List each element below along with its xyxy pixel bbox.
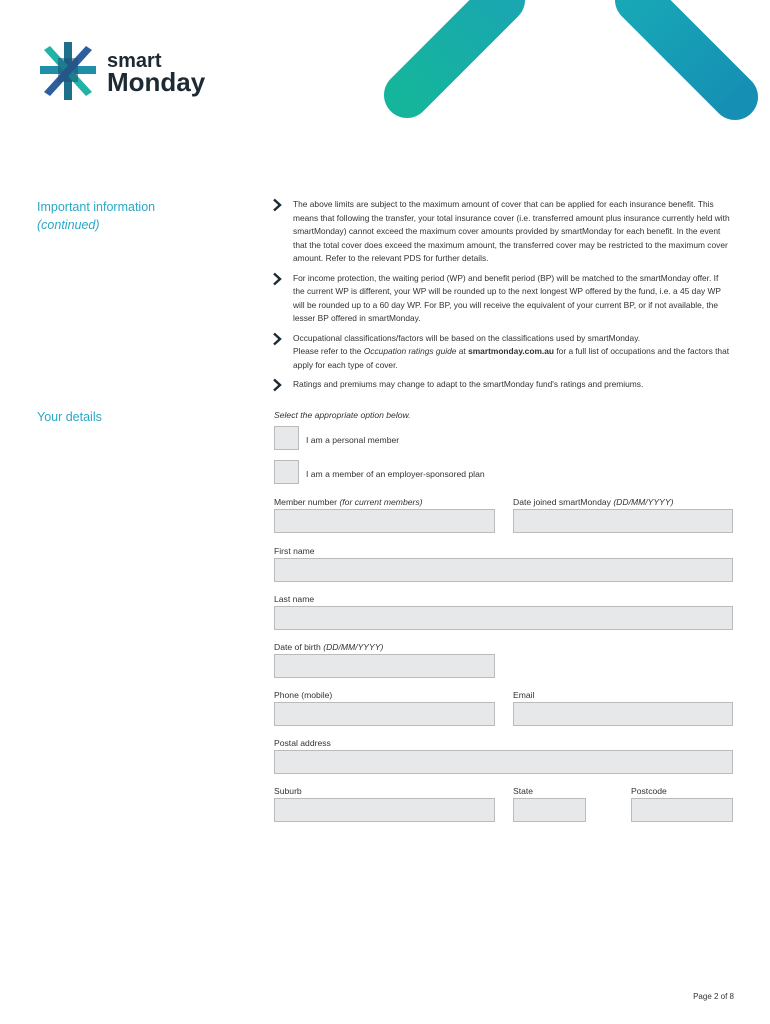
dob-hint: (DD/MM/YYYY)	[323, 642, 384, 652]
postal-address-label: Postal address	[274, 738, 331, 748]
chevron-right-icon	[272, 378, 282, 392]
phone-label: Phone (mobile)	[274, 690, 333, 700]
last-name-field[interactable]	[274, 606, 733, 630]
member-number-label	[274, 497, 423, 507]
website-link[interactable]: smartmonday.com.au	[468, 346, 555, 356]
bullet-item	[272, 378, 732, 392]
bullet-item	[272, 332, 732, 373]
bullet-item	[272, 198, 732, 266]
star-logo-icon	[36, 40, 100, 102]
bullet-text: Occupational classifications/factors will be based on the classifications used by smartMonday.	[293, 332, 641, 343]
bullet-text: at	[456, 346, 469, 356]
state-field[interactable]	[513, 798, 586, 822]
chevron-right-icon	[272, 198, 282, 212]
occupation-guide-ref: Occupation ratings guide	[363, 346, 457, 356]
state-label: State	[513, 786, 534, 796]
member-number-hint: (for current members)	[339, 497, 423, 507]
member-number-field[interactable]	[274, 509, 495, 533]
postcode-field[interactable]	[631, 798, 733, 822]
instruction-text: Select the appropriate option below.	[274, 410, 411, 420]
important-information-heading	[37, 198, 155, 234]
suburb-field[interactable]	[274, 798, 495, 822]
last-name-label: Last name	[274, 594, 315, 604]
member-number-text: Member number	[274, 497, 340, 507]
first-name-label: First name	[274, 546, 315, 556]
suburb-label: Suburb	[274, 786, 302, 796]
personal-member-checkbox[interactable]	[274, 426, 299, 450]
date-joined-label	[513, 497, 673, 507]
postal-address-field[interactable]	[274, 750, 733, 774]
brand-line1: smart	[107, 50, 162, 72]
important-bullets	[272, 198, 732, 398]
dob-label	[274, 642, 383, 652]
employer-member-checkbox[interactable]	[274, 460, 299, 484]
bullet-text: The above limits are subject to the maximum amount of cover that can be applied for each insurance benefit. This means that following the transfer, your total insurance cover (i.e. transferred amount plus insurance currently held with smartMonday) cannot exceed the maximum cover amounts provided by smartMonday for each benefit. In the event that the total cover does exceed the maximum amount, the transferred cover may be restricted to the maximum cover amount. Refer to the relevant PDS for further details.	[293, 199, 730, 263]
email-field[interactable]	[513, 702, 733, 726]
important-label: Important information	[37, 200, 156, 214]
decorative-chevron	[380, 0, 770, 130]
chevron-right-icon	[272, 272, 282, 286]
smartmonday-logo	[36, 40, 216, 102]
postcode-label: Postcode	[631, 786, 667, 796]
date-joined-hint: (DD/MM/YYYY)	[613, 497, 674, 507]
phone-field[interactable]	[274, 702, 495, 726]
first-name-field[interactable]	[274, 558, 733, 582]
chevron-right-icon	[272, 332, 282, 346]
date-joined-field[interactable]	[513, 509, 733, 533]
bullet-text: Ratings and premiums may change to adapt to the smartMonday fund's ratings and premiums.	[293, 379, 644, 389]
bullet-text: Please refer to the	[293, 346, 364, 356]
date-joined-text: Date joined smartMonday	[513, 497, 614, 507]
dob-field[interactable]	[274, 654, 495, 678]
page-number: Page 2 of 8	[693, 992, 734, 1001]
email-label: Email	[513, 690, 535, 700]
brand-wordmark	[107, 51, 205, 95]
bullet-item	[272, 272, 732, 326]
brand-line2: Monday	[107, 67, 206, 97]
bullet-text: For income protection, the waiting period (WP) and benefit period (BP) will be matched to the smartMonday offer. If the current WP is different, your WP will be rounded up to the next longest WP offered by the fund, i.e. a 45 day WP will be rounded up to a 60 day WP. For BP, you will receive the equivalent of your current BP, or if not available, the lesser BP offered in smartMonday.	[293, 272, 721, 323]
your-details-heading: Your details	[37, 410, 102, 424]
bullet-text: for a full list of occupations and the factors that apply for each type of cover.	[293, 346, 730, 370]
important-continued: (continued)	[37, 218, 100, 232]
employer-member-label: I am a member of an employer-sponsored plan	[306, 469, 485, 479]
personal-member-label: I am a personal member	[306, 435, 400, 445]
dob-text: Date of birth	[274, 642, 324, 652]
